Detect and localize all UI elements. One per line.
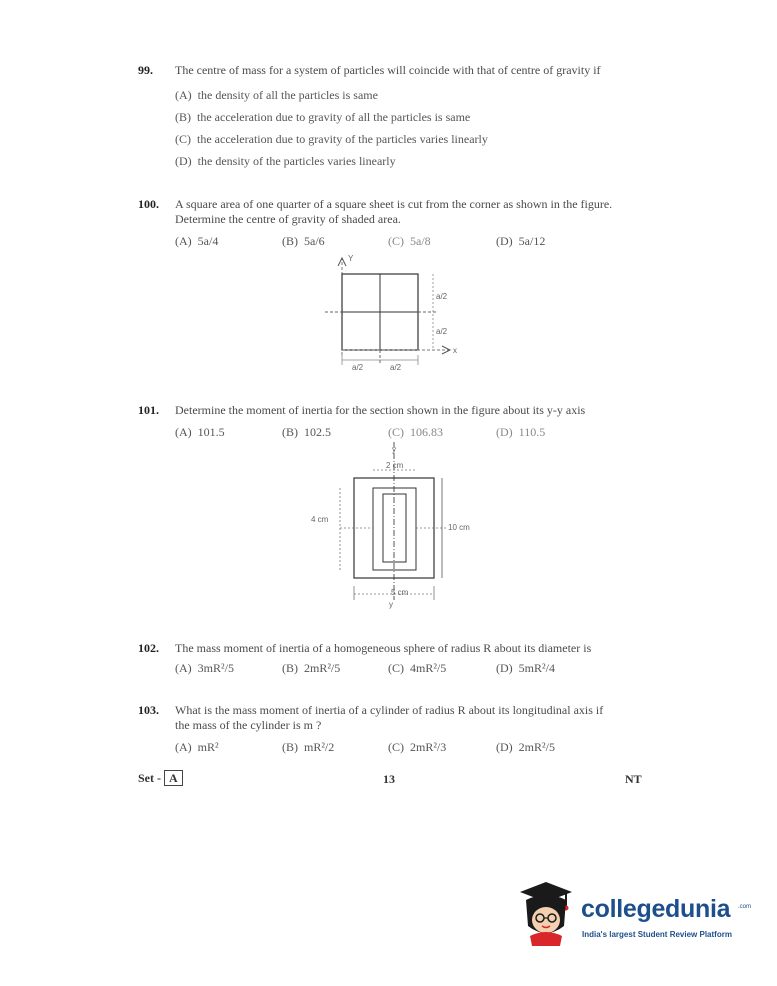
option-a: (A) mR² bbox=[175, 740, 219, 754]
question-text: A square area of one quarter of a square sheet is cut from the corner as shown in the figure. bbox=[175, 197, 613, 211]
option-a: (A) 101.5 bbox=[175, 425, 225, 439]
option-d: (D) the density of the particles varies linearly bbox=[175, 154, 396, 168]
question-text: What is the mass moment of inertia of a cylinder of radius R about its longitudinal axis if bbox=[175, 703, 604, 717]
option-d: (D) 5a/12 bbox=[496, 234, 546, 248]
option-c: (C) 5a/8 bbox=[388, 234, 431, 248]
question-number: 102. bbox=[138, 641, 159, 655]
option-d: (D) 2mR²/5 bbox=[496, 740, 555, 754]
dimension-label: a/2 bbox=[436, 292, 448, 301]
question-number: 103. bbox=[138, 703, 159, 717]
option-b: (B) 102.5 bbox=[282, 425, 331, 439]
question-number: 100. bbox=[138, 197, 159, 211]
dimension-label: a/2 bbox=[390, 363, 402, 372]
x-axis-label: x bbox=[453, 346, 457, 355]
dimension-label: 2 cm bbox=[386, 461, 404, 470]
y-axis-label: y bbox=[392, 445, 396, 454]
option-b: (B) mR²/2 bbox=[282, 740, 335, 754]
option-a: (A) 3mR²/5 bbox=[175, 661, 234, 675]
dimension-label: 5 cm bbox=[391, 588, 409, 597]
dimension-label: 10 cm bbox=[448, 523, 470, 532]
y-axis-label: Y bbox=[348, 254, 354, 263]
logo-com-text: .com bbox=[738, 904, 752, 910]
collegedunia-mascot-icon bbox=[512, 878, 580, 950]
square-sheet-figure bbox=[320, 252, 470, 377]
set-indicator: Set - A bbox=[138, 771, 183, 786]
option-b: (B) 2mR²/5 bbox=[282, 661, 341, 675]
dimension-label: a/2 bbox=[352, 363, 364, 372]
question-text: The centre of mass for a system of particles will coincide with that of centre of gravity if bbox=[175, 63, 601, 77]
option-d: (D) 110.5 bbox=[496, 425, 546, 439]
option-b: (B) the acceleration due to gravity of all the particles is same bbox=[175, 110, 471, 124]
question-text: Determine the moment of inertia for the section shown in the figure about its y-y axis bbox=[175, 403, 586, 417]
y-axis-label: y bbox=[389, 600, 393, 609]
option-c: (C) the acceleration due to gravity of the particles varies linearly bbox=[175, 132, 488, 146]
option-d: (D) 5mR²/4 bbox=[496, 661, 555, 675]
question-number: 101. bbox=[138, 403, 159, 417]
collegedunia-logo-text: collegedunia bbox=[581, 895, 731, 923]
logo-tagline: India's largest Student Review Platform bbox=[582, 930, 732, 939]
question-text-line2: the mass of the cylinder is m ? bbox=[175, 718, 322, 732]
question-text: The mass moment of inertia of a homogeneous sphere of radius R about its diameter is bbox=[175, 641, 592, 655]
paper-code: NT bbox=[625, 772, 642, 786]
option-c: (C) 4mR²/5 bbox=[388, 661, 447, 675]
dimension-label: a/2 bbox=[436, 327, 448, 336]
option-b: (B) 5a/6 bbox=[282, 234, 325, 248]
option-a: (A) the density of all the particles is same bbox=[175, 88, 378, 102]
dimension-label: 4 cm bbox=[311, 515, 329, 524]
set-value-box: A bbox=[164, 770, 183, 786]
page-number: 13 bbox=[383, 772, 395, 786]
option-c: (C) 2mR²/3 bbox=[388, 740, 447, 754]
question-text-line2: Determine the centre of gravity of shaded area. bbox=[175, 212, 401, 226]
question-number: 99. bbox=[138, 63, 153, 77]
option-c: (C) 106.83 bbox=[388, 425, 443, 439]
option-a: (A) 5a/4 bbox=[175, 234, 219, 248]
